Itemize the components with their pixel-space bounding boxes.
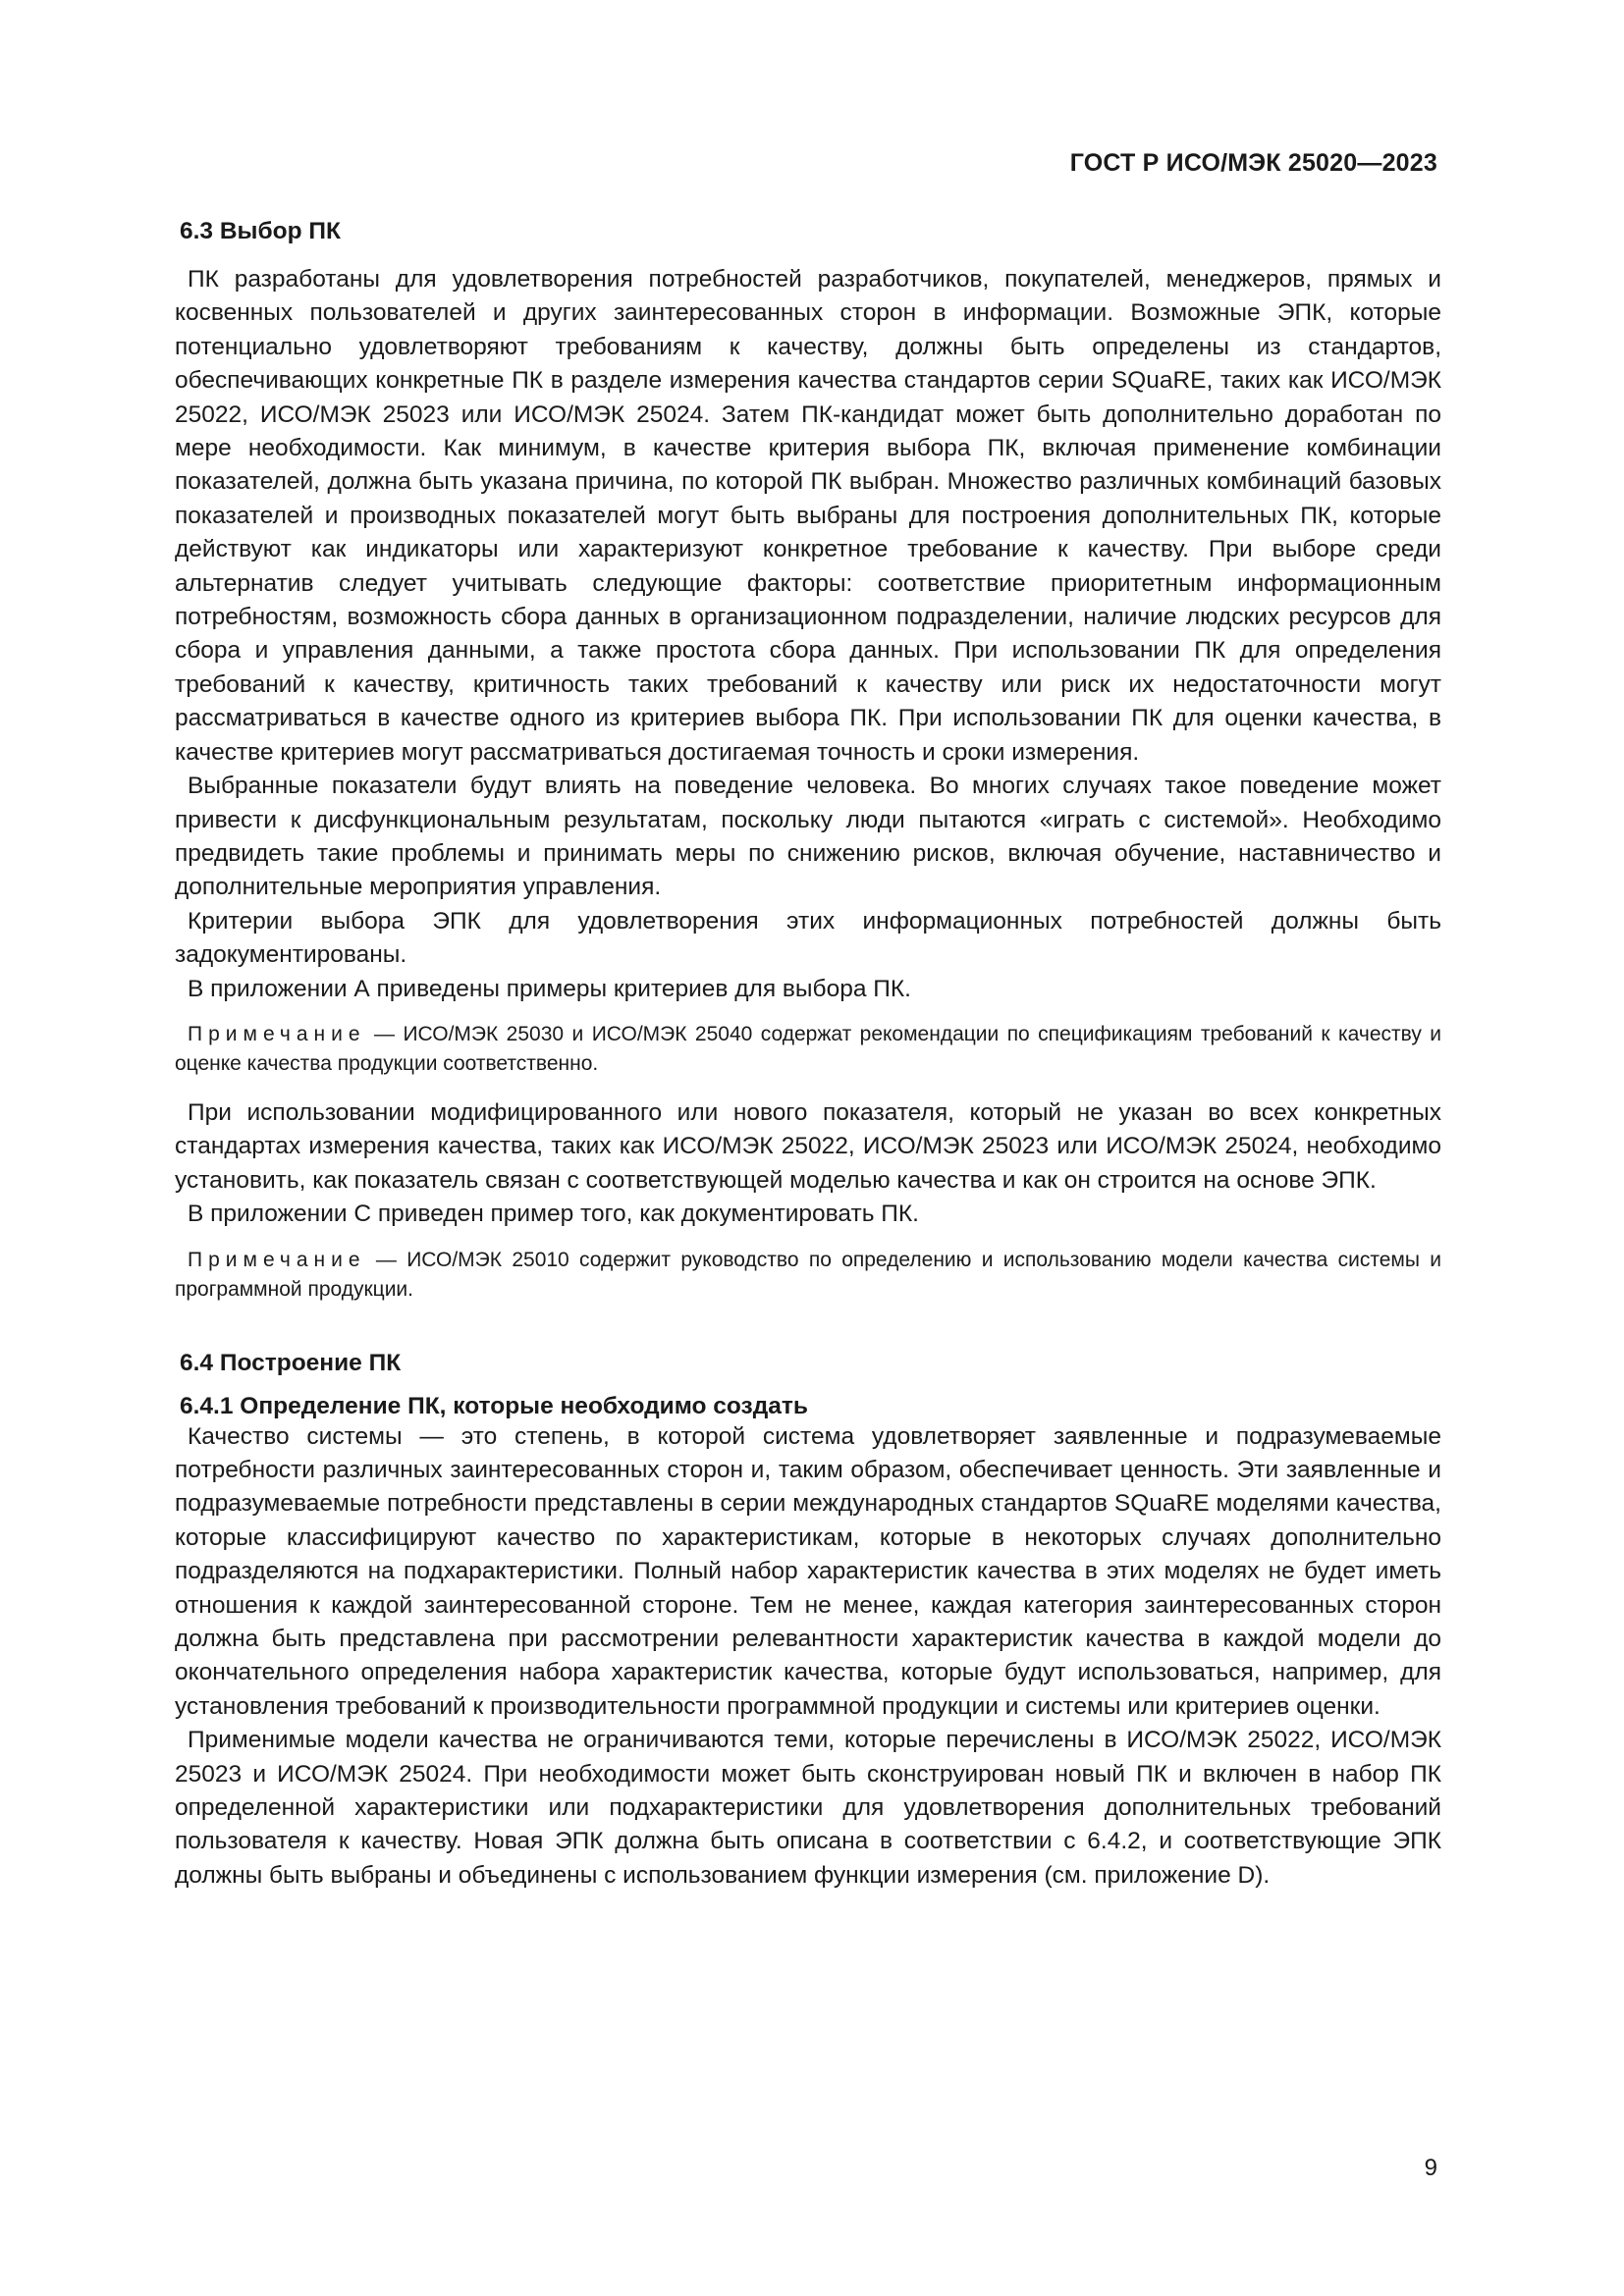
note-1-text: — ИСО/МЭК 25030 и ИСО/МЭК 25040 содержат рекомендации по спецификациям требований к качеству и оценке качества продукции соответственно. [175,1022,1441,1075]
note-1 [175,1020,1441,1079]
note-2-text: — ИСО/МЭК 25010 содержит руководство по определению и использованию модели качества системы и программной продукции. [175,1248,1441,1301]
section-6-4-1-paragraph-1: Качество системы — это степень, в которой система удовлетворяет заявленные и подразумеваемые потребности различных заинтересованных сторон и, таким образом, обеспечивает ценность. Эти заявленные и подразумеваемые потребности представлены в серии международных стандартов SQuaRE моделями качества, которые классифицируют качество по характеристикам, которые в некоторых случаях дополнительно подразделяются на подхарактеристики. Полный набор характеристик качества в этих моделях не будет иметь отношения к каждой заинтересованной стороне. Тем не менее, каждая категория заинтересованных сторон должна быть представлена при рассмотрении релевантности характеристик качества в каждой модели до окончательного определения набора характеристик качества, которые будут использоваться, например, для установления требований к производительности программной продукции и системы или критериев оценки. [175,1422,1441,1720]
section-6-3-paragraph-3: Критерии выбора ЭПК для удовлетворения этих информационных потребностей должны быть задокументированы. [175,907,1441,969]
section-6-4-1-heading: 6.4.1 Определение ПК, которые необходимо создать [180,1392,808,1419]
section-6-3-heading: 6.3 Выбор ПК [180,218,341,244]
section-6-3-paragraph-1: ПК разработаны для удовлетворения потребностей разработчиков, покупателей, менеджеров, прямых и косвенных пользователей и других заинтересованных сторон в информации. Возможные ЭПК, которые потенциально удовлетворяют требованиям к качеству, должны быть определены из стандартов, обеспечивающих конкретные ПК в разделе измерения качества стандартов серии SQuaRE, таких как ИСО/МЭК 25022, ИСО/МЭК 25023 или ИСО/МЭК 25024. Затем ПК-кандидат может быть дополнительно доработан по мере необходимости. Как минимум, в качестве критерия выбора ПК, включая применение комбинации показателей, должна быть указана причина, по которой ПК выбран. Множество различных комбинаций базовых показателей и производных показателей могут быть выбраны для построения дополнительных ПК, которые действуют как индикаторы или характеризуют конкретное требование к качеству. При выборе среди альтернатив следует учитывать следующие факторы: соответствие приоритетным информационным потребностям, возможность сбора данных в организационном подразделении, наличие людских ресурсов для сбора и управления данными, а также простота сбора данных. При использовании ПК для определения требований к качеству, критичность таких требований к качеству или риск их недостаточности могут рассматриваться в качестве одного из критериев выбора ПК. При использовании ПК для оценки качества, в качестве критериев могут рассматриваться достигаемая точность и сроки измерения. [175,266,1441,766]
note-2 [175,1246,1441,1305]
section-6-4-heading: 6.4 Построение ПК [180,1349,402,1376]
page-content [175,218,1441,1893]
note-2-label: Примечание [188,1248,366,1271]
standard-code-header: ГОСТ Р ИСО/МЭК 25020—2023 [1069,149,1437,177]
section-6-3-paragraph-6: В приложении С приведен пример того, как документировать ПК. [188,1201,919,1228]
section-6-3-paragraph-4: В приложении А приведены примеры критериев для выбора ПК. [188,975,911,1002]
section-6-4-1-paragraph-2: Применимые модели качества не ограничиваются теми, которые перечислены в ИСО/МЭК 25022, ИСО/МЭК 25023 и ИСО/МЭК 25024. При необходимости может быть сконструирован новый ПК и включен в набор ПК определенной характеристики или подхарактеристики для удовлетворения дополнительных требований пользователя к качеству. Новая ЭПК должна быть описана в соответствии с 6.4.2, и соответствующие ЭПК должны быть выбраны и объединены с использованием функции измерения (см. приложение D). [175,1727,1441,1889]
note-1-label: Примечание [188,1022,366,1045]
section-6-3-paragraph-2: Выбранные показатели будут влиять на поведение человека. Во многих случаях такое поведение может привести к дисфункциональным результатам, поскольку люди пытаются «играть с системой». Необходимо предвидеть такие проблемы и принимать меры по снижению рисков, включая обучение, наставничество и дополнительные мероприятия управления. [175,773,1441,901]
page-number: 9 [1424,2155,1437,2181]
section-6-3-paragraph-5: При использовании модифицированного или нового показателя, который не указан во всех конкретных стандартах измерения качества, таких как ИСО/МЭК 25022, ИСО/МЭК 25023 или ИСО/МЭК 25024, необходимо установить, как показатель связан с соответствующей моделью качества и как он строится на основе ЭПК. [175,1098,1441,1194]
